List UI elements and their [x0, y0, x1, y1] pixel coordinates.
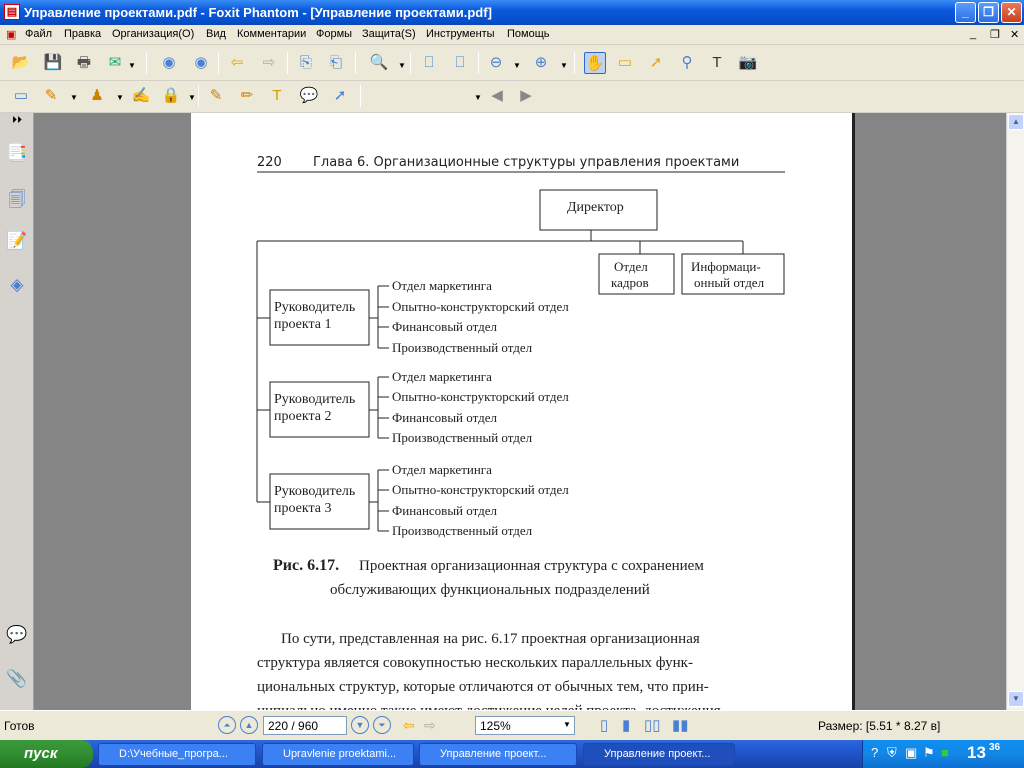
extract-page-icon[interactable]: ⎗: [329, 54, 342, 71]
collapse-panel-icon[interactable]: ⏵⏵: [12, 115, 22, 126]
doc-restore-icon[interactable]: ❐: [990, 29, 1000, 41]
minimize-button[interactable]: _: [955, 2, 976, 23]
menu-tools[interactable]: Инструменты: [426, 28, 495, 40]
layers-icon[interactable]: ◈: [10, 275, 24, 294]
status-ready: Готов: [4, 719, 35, 733]
lock-icon[interactable]: 🔒: [161, 87, 181, 104]
attachments-icon[interactable]: 📎: [6, 669, 28, 688]
dept-hr-line1: Отдел: [614, 259, 648, 274]
print-icon[interactable]: 🖶: [76, 54, 92, 71]
continuous-icon[interactable]: ▮: [622, 717, 631, 734]
g2-marketing: Отдел маркетинга: [392, 369, 492, 384]
tray-language-icon[interactable]: ⚑: [923, 745, 935, 760]
pdf-page[interactable]: [191, 113, 852, 710]
document-background-right: [854, 113, 1006, 710]
menu-bar: [0, 25, 1024, 45]
foxit-app-icon[interactable]: ▤: [4, 4, 20, 20]
back-arrow-icon[interactable]: ⇦: [230, 54, 244, 71]
note-edit-icon[interactable]: ✎: [209, 87, 223, 104]
figure-caption-line1: Проектная организационная структура с сохранением: [359, 558, 704, 574]
find-dropdown-icon[interactable]: ▼: [474, 93, 482, 102]
continuous-facing-icon[interactable]: ▮▮: [672, 717, 689, 734]
find-prev-icon[interactable]: ◀: [491, 87, 503, 104]
figure-caption-label: Рис. 6.17.: [273, 557, 340, 574]
manager-1-line1: Руководитель: [274, 300, 356, 315]
arrow-tool-icon[interactable]: ➚: [333, 87, 347, 104]
page-number: 220: [257, 155, 282, 170]
toolbar-comment: [0, 82, 1024, 113]
stamp-dropdown-icon[interactable]: ▼: [116, 93, 124, 102]
next-page-icon[interactable]: ▼: [351, 716, 369, 734]
last-page-icon[interactable]: ⏷: [373, 716, 391, 734]
snapshot-icon[interactable]: 📷: [738, 54, 758, 71]
zoom-in-dropdown-icon[interactable]: ▼: [560, 61, 568, 70]
document-icon[interactable]: ▣: [6, 29, 17, 41]
g1-finance: Финансовый отдел: [392, 319, 497, 334]
task-winrar[interactable]: Upravlenie proektami...: [262, 743, 414, 766]
prev-view-icon[interactable]: ◉: [162, 54, 176, 71]
g3-finance: Финансовый отдел: [392, 503, 497, 518]
zoom-in-icon[interactable]: ⊕: [534, 54, 548, 71]
email-dropdown-icon[interactable]: ▼: [128, 61, 136, 70]
tray-battery-icon[interactable]: ■: [941, 745, 949, 760]
menu-comments[interactable]: Комментарии: [237, 28, 307, 40]
vertical-scrollbar[interactable]: [1006, 113, 1024, 710]
menu-file[interactable]: Файл: [25, 28, 53, 40]
page-shadow: [852, 113, 855, 710]
menu-forms[interactable]: Формы: [316, 28, 353, 40]
text-box-icon[interactable]: T: [272, 87, 282, 104]
clock-hours: 13: [967, 743, 986, 762]
annotations-icon[interactable]: 📝: [6, 231, 28, 250]
typewriter-icon[interactable]: T: [712, 54, 722, 71]
form-edit-icon[interactable]: ✏: [240, 87, 254, 104]
insert-page-icon[interactable]: ⎘: [299, 54, 312, 71]
next-view-icon[interactable]: ◉: [194, 54, 208, 71]
status-back-icon[interactable]: ⇦: [403, 717, 415, 733]
navigation-panel: [0, 113, 34, 710]
comments-panel-icon[interactable]: 💬: [6, 625, 28, 644]
scroll-down-icon[interactable]: ▼: [1008, 691, 1024, 707]
select-arrow-icon[interactable]: ➚: [649, 54, 663, 71]
first-page-icon[interactable]: ⏶: [218, 716, 236, 734]
window-title: Управление проектами.pdf - Foxit Phantom - [Управление проектами.pdf]: [24, 5, 492, 20]
doc-close-icon[interactable]: ✕: [1010, 29, 1020, 41]
forward-arrow-icon[interactable]: ⇨: [262, 54, 276, 71]
sign-icon[interactable]: ✍: [131, 87, 151, 104]
g3-engineering: Опытно-конструкторский отдел: [392, 482, 569, 497]
save-icon[interactable]: 💾: [43, 54, 63, 71]
lock-dropdown-icon[interactable]: ▼: [188, 93, 196, 102]
zoom-dropdown-icon[interactable]: ▼: [398, 61, 406, 70]
status-bar: [0, 710, 1024, 740]
menu-edit[interactable]: Правка: [64, 28, 102, 40]
g1-engineering: Опытно-конструкторский отдел: [392, 299, 569, 314]
g3-production: Производственный отдел: [392, 523, 533, 538]
menu-protect[interactable]: Защита(S): [362, 28, 416, 40]
start-button[interactable]: [0, 740, 93, 768]
edit-pen-icon[interactable]: ✎: [44, 87, 58, 104]
manager-1-line2: проекта 1: [274, 317, 332, 332]
page-number-input[interactable]: 220 / 960: [263, 716, 347, 735]
fit-page-icon[interactable]: ⎕: [424, 54, 434, 71]
close-button[interactable]: ✕: [1001, 2, 1022, 23]
g1-marketing: Отдел маркетинга: [392, 278, 492, 293]
dept-it-line2: онный отдел: [694, 275, 765, 290]
g2-production: Производственный отдел: [392, 430, 533, 445]
find-next-icon[interactable]: ▶: [520, 87, 532, 104]
pages-icon[interactable]: 🗐: [8, 190, 26, 209]
tray-security-icon[interactable]: ⛨: [887, 745, 897, 760]
body-line1: По сути, представленная на рис. 6.17 проектная организационная: [281, 631, 700, 647]
task-pdf-2[interactable]: Управление проект...: [583, 743, 735, 766]
document-background-left: [34, 113, 191, 710]
doc-minimize-icon[interactable]: _: [970, 28, 977, 40]
g2-engineering: Опытно-конструкторский отдел: [392, 389, 569, 404]
g2-finance: Финансовый отдел: [392, 410, 497, 425]
status-forward-icon[interactable]: ⇨: [424, 717, 436, 733]
system-tray: [862, 740, 1024, 768]
menu-help[interactable]: Помощь: [507, 28, 550, 40]
zoom-out-dropdown-icon[interactable]: ▼: [513, 61, 521, 70]
dept-hr-line2: кадров: [611, 275, 649, 290]
bookmarks-icon[interactable]: 📑: [6, 143, 28, 162]
facing-icon[interactable]: ▯▯: [644, 717, 661, 734]
email-icon[interactable]: ✉: [108, 54, 122, 71]
zoom-select-dropdown-icon[interactable]: ▼: [563, 720, 571, 729]
hand-tool-icon[interactable]: ✋: [584, 52, 606, 74]
tray-help-icon[interactable]: ?: [871, 745, 879, 760]
figure-caption-line2: обслуживающих функциональных подразделений: [330, 582, 650, 598]
task-pdf-1[interactable]: Управление проект...: [419, 743, 577, 766]
body-line3: циональных структур, которые отличаются от обычных тем, что прин-: [257, 679, 709, 695]
menu-view[interactable]: Вид: [206, 28, 226, 40]
dept-it-line1: Информаци-: [691, 259, 761, 274]
zoom-out-icon[interactable]: ⊖: [489, 54, 503, 71]
toolbar-main: [0, 46, 1024, 81]
select-text-icon[interactable]: ▭: [617, 54, 633, 71]
director-label: Директор: [567, 200, 624, 215]
open-icon[interactable]: 📂: [11, 54, 31, 71]
manager-3-line2: проекта 3: [274, 501, 332, 516]
title-bar: [0, 0, 1024, 25]
scroll-up-icon[interactable]: ▲: [1008, 114, 1024, 130]
maximize-button[interactable]: ❐: [978, 2, 999, 23]
tray-network-icon[interactable]: ▣: [905, 745, 918, 760]
body-line2: структура является совокупностью нескольких параллельных функ-: [257, 655, 693, 671]
start-label: пуск: [24, 745, 58, 762]
page-layout-icon[interactable]: ▭: [13, 87, 29, 104]
task-explorer[interactable]: D:\Учебные_програ...: [98, 743, 256, 766]
single-page-icon[interactable]: ▯: [600, 717, 609, 734]
g3-marketing: Отдел маркетинга: [392, 462, 492, 477]
clock-minutes: 36: [989, 742, 1001, 753]
g1-production: Производственный отдел: [392, 340, 533, 355]
prev-page-icon[interactable]: ▲: [240, 716, 258, 734]
stamp-icon[interactable]: ♟: [90, 87, 104, 104]
menu-organize[interactable]: Организация(О): [112, 28, 195, 40]
zoom-select[interactable]: 125%: [475, 716, 575, 735]
manager-3-line1: Руководитель: [274, 484, 356, 499]
running-header: Глава 6. Организационные структуры управления проектами: [313, 155, 740, 170]
manager-2-line1: Руководитель: [274, 392, 356, 407]
fit-width-icon[interactable]: ⎕: [455, 54, 465, 71]
edit-dropdown-icon[interactable]: ▼: [70, 93, 78, 102]
comment-icon[interactable]: 💬: [299, 87, 319, 104]
page-size: Размер: [5.51 * 8.27 в]: [818, 719, 941, 733]
manager-2-line2: проекта 2: [274, 409, 332, 424]
find-binoculars-icon[interactable]: ⚲: [681, 54, 693, 71]
zoom-icon[interactable]: 🔍: [369, 54, 389, 71]
